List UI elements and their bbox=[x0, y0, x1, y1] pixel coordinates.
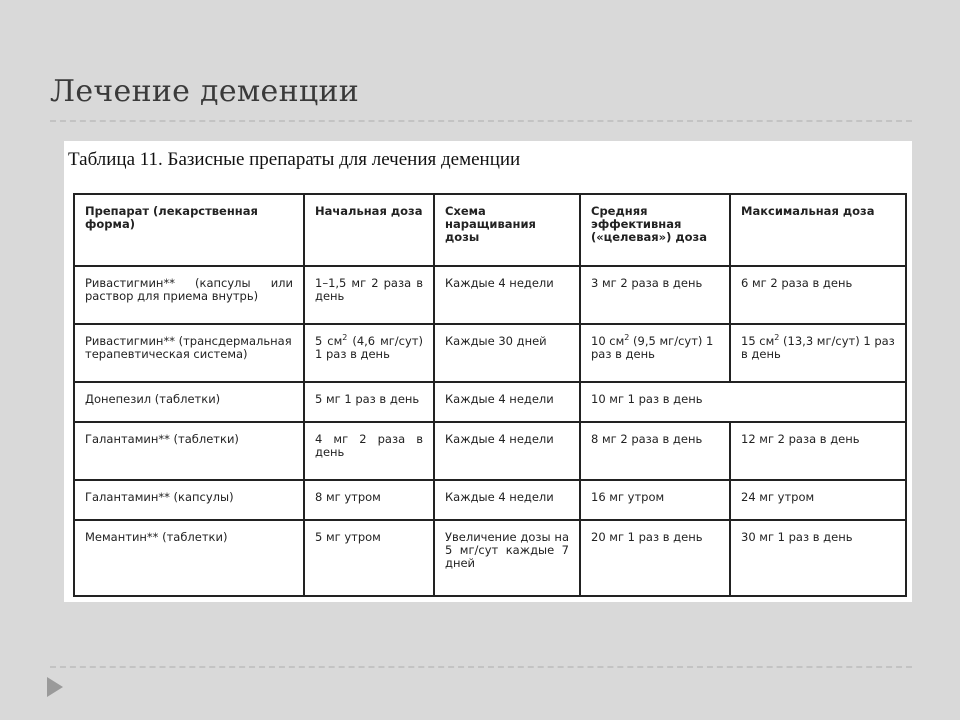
cell-max-dose: 12 мг 2 раза в день bbox=[730, 422, 906, 480]
cell-target-dose: 10 мг 1 раз в день bbox=[580, 382, 906, 422]
title-divider bbox=[50, 120, 912, 122]
dose-text: (9,5 мг/сут) 1 раз в день bbox=[591, 333, 714, 361]
cell-titration: Каждые 4 недели bbox=[434, 422, 580, 480]
header-start-dose: Начальная доза bbox=[304, 194, 434, 266]
footer-divider bbox=[50, 666, 912, 668]
table-row bbox=[74, 480, 906, 520]
cell-titration: Каждые 4 недели bbox=[434, 382, 580, 422]
cell-drug: Ривастигмин** (трансдермальная терапевтическая система) bbox=[74, 324, 304, 382]
superscript: 2 bbox=[624, 333, 630, 343]
cell-start-dose: 8 мг утром bbox=[304, 480, 434, 520]
cell-max-dose: 6 мг 2 раза в день bbox=[730, 266, 906, 324]
header-max-dose: Максимальная доза bbox=[730, 194, 906, 266]
cell-target-dose: 3 мг 2 раза в день bbox=[580, 266, 730, 324]
cell-drug: Донепезил (таблетки) bbox=[74, 382, 304, 422]
cell-titration: Каждые 30 дней bbox=[434, 324, 580, 382]
triangle-right-icon[interactable] bbox=[46, 676, 64, 698]
cell-start-dose: 1–1,5 мг 2 раза в день bbox=[304, 266, 434, 324]
superscript: 2 bbox=[342, 333, 348, 343]
header-drug: Препарат (лекарственная форма) bbox=[74, 194, 304, 266]
cell-start-dose: 4 мг 2 раза в день bbox=[304, 422, 434, 480]
cell-start-dose: 5 мг 1 раз в день bbox=[304, 382, 434, 422]
dose-text: 15 см bbox=[741, 333, 775, 348]
cell-target-dose: 16 мг утром bbox=[580, 480, 730, 520]
table-row bbox=[74, 266, 906, 324]
cell-max-dose bbox=[730, 324, 906, 382]
superscript: 2 bbox=[774, 333, 780, 343]
table-row bbox=[74, 324, 906, 382]
dose-text: 10 см bbox=[591, 333, 625, 348]
header-titration: Схема наращивания дозы bbox=[434, 194, 580, 266]
table-row bbox=[74, 520, 906, 596]
cell-start-dose bbox=[304, 324, 434, 382]
cell-drug: Мемантин** (таблетки) bbox=[74, 520, 304, 596]
dementia-drugs-table bbox=[73, 193, 907, 597]
cell-target-dose: 8 мг 2 раза в день bbox=[580, 422, 730, 480]
cell-titration: Каждые 4 недели bbox=[434, 266, 580, 324]
table-header-row bbox=[74, 194, 906, 266]
cell-start-dose: 5 мг утром bbox=[304, 520, 434, 596]
cell-target-dose bbox=[580, 324, 730, 382]
dose-text: (13,3 мг/сут) 1 раз в день bbox=[741, 333, 895, 361]
header-target-dose: Средняя эффективная («целевая») доза bbox=[580, 194, 730, 266]
cell-drug: Ривастигмин** (капсулы или раствор для приема внутрь) bbox=[74, 266, 304, 324]
table-row bbox=[74, 422, 906, 480]
cell-target-dose: 20 мг 1 раз в день bbox=[580, 520, 730, 596]
cell-max-dose: 30 мг 1 раз в день bbox=[730, 520, 906, 596]
cell-titration: Увеличение дозы на 5 мг/сут каждые 7 дней bbox=[434, 520, 580, 596]
table-row bbox=[74, 382, 906, 422]
cell-max-dose: 24 мг утром bbox=[730, 480, 906, 520]
cell-titration: Каждые 4 недели bbox=[434, 480, 580, 520]
cell-drug: Галантамин** (капсулы) bbox=[74, 480, 304, 520]
slide-title: Лечение деменции bbox=[50, 74, 360, 109]
cell-drug: Галантамин** (таблетки) bbox=[74, 422, 304, 480]
table-document-image bbox=[64, 141, 912, 602]
dose-text: (4,6 мг/сут) 1 раз в день bbox=[315, 333, 423, 361]
dose-text: 5 см bbox=[315, 333, 343, 348]
table-caption: Таблица 11. Базисные препараты для лечения деменции bbox=[68, 149, 521, 170]
